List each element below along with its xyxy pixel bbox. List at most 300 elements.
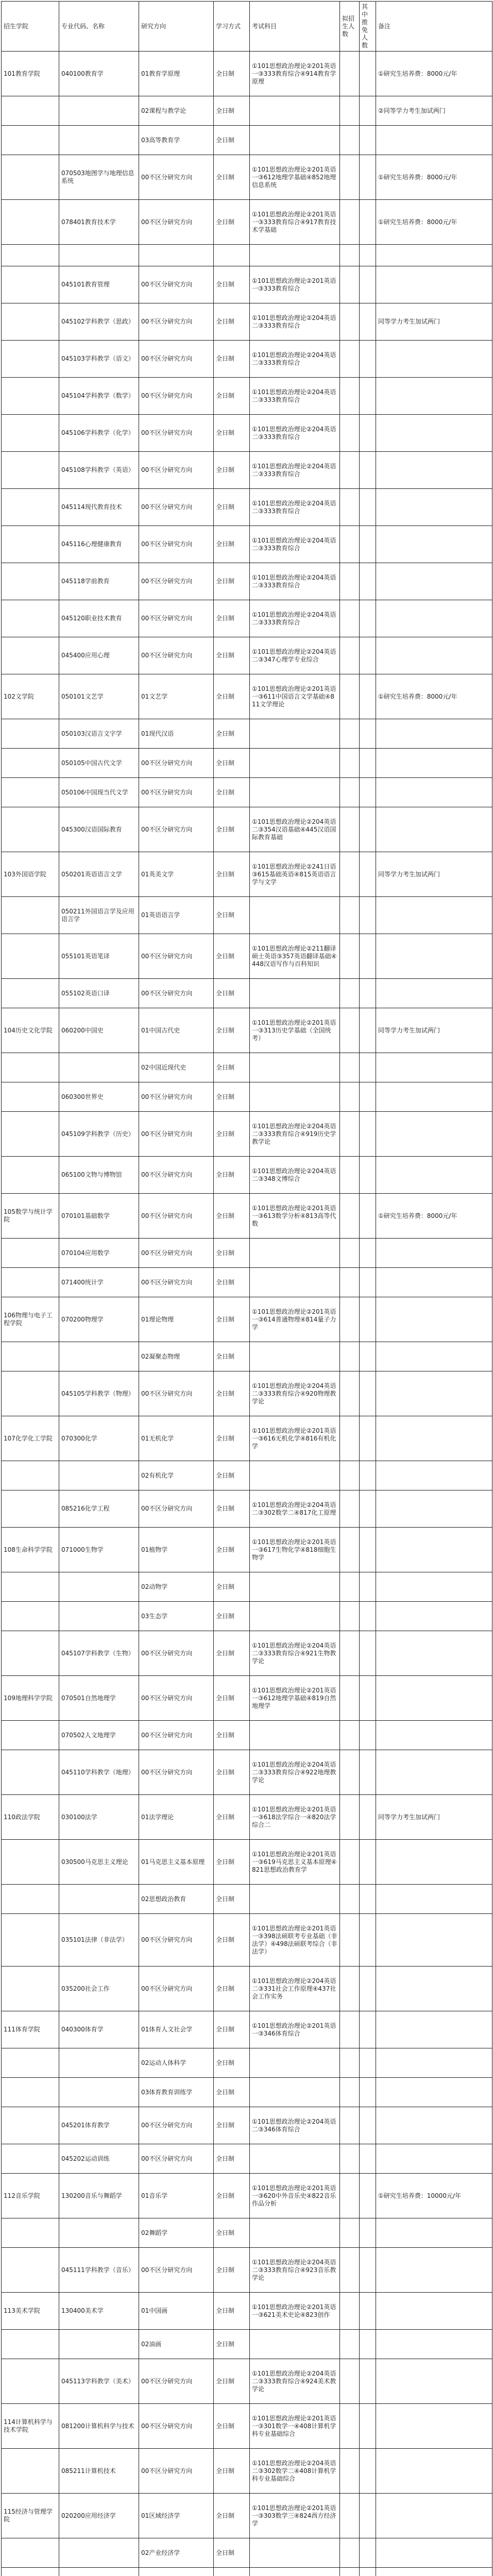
recommend-cell <box>360 979 376 1008</box>
recommend-cell <box>360 2248 376 2293</box>
recommend-cell <box>360 1676 376 1721</box>
major-cell: 045400应用心理 <box>59 637 139 674</box>
exam-cell: ①101思想政治理论②201英语一③613数学分析④813高等代数 <box>250 1194 340 1239</box>
major-cell: 060300世界史 <box>59 1082 139 1112</box>
plan-cell <box>340 2538 360 2568</box>
exam-cell: ①101思想政治理论②204英语二③346体育综合 <box>250 2107 340 2144</box>
exam-cell <box>250 1572 340 1602</box>
recommend-cell <box>360 749 376 778</box>
recommend-cell <box>360 96 376 126</box>
recommend-cell <box>360 303 376 341</box>
note-cell <box>376 1157 492 1194</box>
recommend-cell <box>360 1112 376 1157</box>
table-row <box>2 526 492 563</box>
college-cell <box>2 266 59 303</box>
mode-cell: 全日制 <box>214 1490 250 1528</box>
exam-cell: ①101思想政治理论②204英语二③333教育综合 <box>250 341 340 378</box>
header-major: 专业代码、名称 <box>59 2 139 52</box>
major-cell: 070300化学 <box>59 1416 139 1461</box>
exam-cell: ①101思想政治理论②204英语二③333教育综合 <box>250 489 340 526</box>
mode-cell: 全日制 <box>214 2494 250 2538</box>
major-cell: 085211计算机技术 <box>59 2449 139 2494</box>
exam-cell: ①101思想政治理论②241日语③615基础英语④815英语语言学与文学 <box>250 852 340 897</box>
note-cell: ①研究生培养费：8000元/年 <box>376 52 492 96</box>
major-cell: 045104学科教学（数学） <box>59 378 139 415</box>
table-row <box>2 1528 492 1572</box>
mode-cell: 全日制 <box>214 1840 250 1885</box>
college-cell: 105数学与统计学院 <box>2 1194 59 1239</box>
major-cell: 045111学科教学（音乐） <box>59 2248 139 2293</box>
exam-cell: ①101思想政治理论②204英语二③347心理学专业综合 <box>250 637 340 674</box>
mode-cell: 全日制 <box>214 266 250 303</box>
college-cell <box>2 341 59 378</box>
exam-cell: ①101思想政治理论②204英语二③333教育综合④919历史学教学论 <box>250 1112 340 1157</box>
table-row <box>2 2404 492 2449</box>
table-row <box>2 979 492 1008</box>
direction-cell: 01文艺学 <box>139 674 214 719</box>
major-cell: 050201英语语言文学 <box>59 852 139 897</box>
college-cell <box>2 1053 59 1082</box>
college-cell <box>2 807 59 852</box>
header-direction: 研究方向 <box>139 2 214 52</box>
direction-cell: 00不区分研究方向 <box>139 807 214 852</box>
header-recommend: 其中推免人数 <box>360 2 376 52</box>
table-row <box>2 1008 492 1053</box>
major-cell <box>59 2048 139 2078</box>
table-row <box>2 2494 492 2538</box>
mode-cell: 全日制 <box>214 526 250 563</box>
direction-cell: 00不区分研究方向 <box>139 637 214 674</box>
plan-cell <box>340 2011 360 2048</box>
plan-cell <box>340 563 360 600</box>
recommend-cell <box>360 1572 376 1602</box>
table-row <box>2 2248 492 2293</box>
major-cell: 045107学科教学（生物） <box>59 1631 139 1676</box>
college-cell <box>2 2330 59 2359</box>
exam-cell <box>250 1602 340 1631</box>
exam-cell <box>250 2330 340 2359</box>
recommend-cell <box>360 1967 376 2011</box>
mode-cell: 全日制 <box>214 341 250 378</box>
college-cell <box>2 303 59 341</box>
direction-cell: 01马克思主义基本原理 <box>139 1840 214 1885</box>
college-cell <box>2 1750 59 1795</box>
recommend-cell <box>360 1053 376 1082</box>
mode-cell: 全日制 <box>214 2293 250 2330</box>
note-cell <box>376 2107 492 2144</box>
major-cell: 050103汉语言文字学 <box>59 719 139 749</box>
exam-cell: ①101思想政治理论②204英语二③333教育综合 <box>250 452 340 489</box>
major-cell: 040300体育学 <box>59 2011 139 2048</box>
table-row <box>2 1721 492 1750</box>
note-cell <box>376 126 492 155</box>
exam-cell: ①101思想政治理论②201英语一③620中外音乐史④822音乐作品分析 <box>250 2174 340 2218</box>
note-cell <box>376 489 492 526</box>
exam-cell: ①101思想政治理论②201英语一③614普通物理④814量子力学 <box>250 1297 340 1342</box>
mode-cell: 全日制 <box>214 1795 250 1840</box>
exam-cell: ①101思想政治理论②204英语二③333教育综合 <box>250 563 340 600</box>
mode-cell: 全日制 <box>214 1528 250 1572</box>
college-cell: 103外国语学院 <box>2 852 59 897</box>
recommend-cell <box>360 1082 376 1112</box>
table-row <box>2 1157 492 1194</box>
exam-cell: ①101思想政治理论②201英语一③617生物化学④818细胞生物学 <box>250 1528 340 1572</box>
mode-cell: 全日制 <box>214 2144 250 2174</box>
major-cell <box>59 2568 139 2576</box>
direction-cell: 00不区分研究方向 <box>139 2359 214 2404</box>
plan-cell <box>340 200 360 245</box>
plan-cell <box>340 1157 360 1194</box>
plan-cell <box>340 1721 360 1750</box>
note-cell <box>376 2011 492 2048</box>
note-cell <box>376 1268 492 1297</box>
table-row <box>2 2538 492 2568</box>
college-cell <box>2 1342 59 1371</box>
plan-cell <box>340 2078 360 2107</box>
plan-cell <box>340 1885 360 1914</box>
plan-cell <box>340 1572 360 1602</box>
college-cell <box>2 489 59 526</box>
header-plan: 拟招生人数 <box>340 2 360 52</box>
note-cell: 同等学力考生加试两门 <box>376 852 492 897</box>
mode-cell: 全日制 <box>214 637 250 674</box>
exam-cell <box>250 245 340 266</box>
direction-cell: 03生态学 <box>139 1602 214 1631</box>
admission-table <box>1 1 492 2576</box>
exam-cell: ①101思想政治理论②204英语二③333教育综合④922地理教学论 <box>250 1750 340 1795</box>
recommend-cell <box>360 1342 376 1371</box>
table-row <box>2 2107 492 2144</box>
exam-cell: ①101思想政治理论②204英语二③333教育综合 <box>250 378 340 415</box>
plan-cell <box>340 807 360 852</box>
mode-cell: 全日制 <box>214 155 250 200</box>
recommend-cell <box>360 719 376 749</box>
header-college: 招生学院 <box>2 2 59 52</box>
recommend-cell <box>360 2293 376 2330</box>
college-cell <box>2 600 59 637</box>
mode-cell: 全日制 <box>214 807 250 852</box>
major-cell: 050101文艺学 <box>59 674 139 719</box>
mode-cell: 全日制 <box>214 1914 250 1967</box>
recommend-cell <box>360 2144 376 2174</box>
recommend-cell <box>360 155 376 200</box>
recommend-cell <box>360 897 376 934</box>
recommend-cell <box>360 778 376 807</box>
direction-cell: 00不区分研究方向 <box>139 563 214 600</box>
table-row <box>2 378 492 415</box>
table-row <box>2 1297 492 1342</box>
major-cell: 045110学科教学（地理） <box>59 1750 139 1795</box>
major-cell: 130200音乐与舞蹈学 <box>59 2174 139 2218</box>
mode-cell: 全日制 <box>214 719 250 749</box>
college-cell <box>2 126 59 155</box>
plan-cell <box>340 303 360 341</box>
note-cell <box>376 452 492 489</box>
note-cell <box>376 600 492 637</box>
direction-cell: 00不区分研究方向 <box>139 2248 214 2293</box>
recommend-cell <box>360 2078 376 2107</box>
plan-cell <box>340 1967 360 2011</box>
exam-cell: ①101思想政治理论②201英语一③612地理学基础④852地理信息系统 <box>250 155 340 200</box>
mode-cell: 全日制 <box>214 2218 250 2248</box>
table-row <box>2 749 492 778</box>
note-cell <box>376 2144 492 2174</box>
plan-cell <box>340 1194 360 1239</box>
recommend-cell <box>360 1528 376 1572</box>
exam-cell: ①101思想政治理论②201英语一③301数学一④408计算机学科专业基础综合 <box>250 2404 340 2449</box>
mode-cell: 全日制 <box>214 1297 250 1342</box>
mode-cell: 全日制 <box>214 979 250 1008</box>
major-cell: 045108学科教学（英语） <box>59 452 139 489</box>
note-cell <box>376 415 492 452</box>
direction-cell: 00不区分研究方向 <box>139 1194 214 1239</box>
college-cell: 101教育学院 <box>2 52 59 96</box>
major-cell: 030500马克思主义理论 <box>59 1840 139 1885</box>
exam-cell: ①101思想政治理论②201英语一③611中国语言文学基础④811文学理论 <box>250 674 340 719</box>
direction-cell: 00不区分研究方向 <box>139 2449 214 2494</box>
direction-cell: 00不区分研究方向 <box>139 1112 214 1157</box>
note-cell <box>376 1490 492 1528</box>
table-row <box>2 2330 492 2359</box>
note-cell <box>376 719 492 749</box>
table-row <box>2 2174 492 2218</box>
table-row <box>2 96 492 126</box>
major-cell: 070503地图学与地理信息系统 <box>59 155 139 200</box>
direction-cell: 00不区分研究方向 <box>139 1914 214 1967</box>
college-cell <box>2 2218 59 2248</box>
plan-cell <box>340 1602 360 1631</box>
direction-cell: 00不区分研究方向 <box>139 1239 214 1268</box>
major-cell: 045106学科教学（化学） <box>59 415 139 452</box>
college-cell <box>2 563 59 600</box>
direction-cell: 02课程与教学论 <box>139 96 214 126</box>
college-cell <box>2 1082 59 1112</box>
note-cell <box>376 2494 492 2538</box>
mode-cell <box>214 245 250 266</box>
note-cell <box>376 1840 492 1885</box>
exam-cell: ①101思想政治理论②211翻译硕士英语③357英语翻译基础④448汉语写作与百科知识 <box>250 934 340 979</box>
mode-cell: 全日制 <box>214 489 250 526</box>
exam-cell <box>250 2078 340 2107</box>
mode-cell: 全日制 <box>214 1008 250 1053</box>
plan-cell <box>340 979 360 1008</box>
note-cell <box>376 1572 492 1602</box>
direction-cell: 00不区分研究方向 <box>139 266 214 303</box>
header-exam: 考试科目 <box>250 2 340 52</box>
plan-cell <box>340 126 360 155</box>
header-note: 备注 <box>376 2 492 52</box>
note-cell <box>376 897 492 934</box>
recommend-cell <box>360 1885 376 1914</box>
table-row <box>2 2218 492 2248</box>
exam-cell: ①101思想政治理论②204英语二③333教育综合 <box>250 303 340 341</box>
table-row <box>2 52 492 96</box>
mode-cell: 全日制 <box>214 1676 250 1721</box>
note-cell <box>376 1967 492 2011</box>
exam-cell: ①101思想政治理论②204英语二③348文博综合 <box>250 1157 340 1194</box>
note-cell <box>376 1528 492 1572</box>
note-cell <box>376 1082 492 1112</box>
table-row <box>2 1416 492 1461</box>
plan-cell <box>340 1008 360 1053</box>
mode-cell: 全日制 <box>214 1371 250 1416</box>
major-cell: 035200社会工作 <box>59 1967 139 2011</box>
table-row <box>2 1194 492 1239</box>
recommend-cell <box>360 1631 376 1676</box>
note-cell <box>376 1297 492 1342</box>
note-cell <box>376 979 492 1008</box>
recommend-cell <box>360 126 376 155</box>
major-cell: 045202运动训练 <box>59 2144 139 2174</box>
college-cell <box>2 719 59 749</box>
mode-cell: 全日制 <box>214 674 250 719</box>
college-cell <box>2 1157 59 1194</box>
mode-cell: 全日制 <box>214 2449 250 2494</box>
table-row <box>2 1840 492 1885</box>
college-cell: 110政法学院 <box>2 1795 59 1840</box>
note-cell <box>376 378 492 415</box>
plan-cell <box>340 1268 360 1297</box>
exam-cell <box>250 2218 340 2248</box>
mode-cell: 全日制 <box>214 1112 250 1157</box>
plan-cell <box>340 852 360 897</box>
table-row <box>2 1795 492 1840</box>
major-cell: 045113学科教学（美术） <box>59 2359 139 2404</box>
college-cell <box>2 245 59 266</box>
mode-cell <box>214 2568 250 2576</box>
mode-cell: 全日制 <box>214 1053 250 1082</box>
exam-cell: ①101思想政治理论②201英语一③612地理学基础④819自然地理学 <box>250 1676 340 1721</box>
table-row <box>2 303 492 341</box>
recommend-cell <box>360 2011 376 2048</box>
college-cell <box>2 2449 59 2494</box>
exam-cell <box>250 2538 340 2568</box>
direction-cell: 00不区分研究方向 <box>139 155 214 200</box>
recommend-cell <box>360 2048 376 2078</box>
direction-cell: 00不区分研究方向 <box>139 489 214 526</box>
major-cell: 085216化学工程 <box>59 1490 139 1528</box>
direction-cell: 01中国古代史 <box>139 1008 214 1053</box>
exam-cell: ①101思想政治理论②204英语二③333教育综合④923音乐教学论 <box>250 2248 340 2293</box>
note-cell <box>376 1371 492 1416</box>
recommend-cell <box>360 1239 376 1268</box>
college-cell: 113美术学院 <box>2 2293 59 2330</box>
recommend-cell <box>360 807 376 852</box>
exam-cell <box>250 719 340 749</box>
college-cell <box>2 749 59 778</box>
college-cell <box>2 1721 59 1750</box>
mode-cell: 全日制 <box>214 1885 250 1914</box>
plan-cell <box>340 1750 360 1795</box>
major-cell: 050211外国语言学及应用语言学 <box>59 897 139 934</box>
note-cell <box>376 1461 492 1490</box>
table-row <box>2 674 492 719</box>
direction-cell: 01植物学 <box>139 1528 214 1572</box>
college-cell <box>2 1572 59 1602</box>
note-cell <box>376 778 492 807</box>
direction-cell: 01体育人文社会学 <box>139 2011 214 2048</box>
note-cell <box>376 637 492 674</box>
college-cell <box>2 1631 59 1676</box>
mode-cell: 全日制 <box>214 852 250 897</box>
recommend-cell <box>360 2218 376 2248</box>
plan-cell <box>340 2048 360 2078</box>
plan-cell <box>340 1631 360 1676</box>
note-cell <box>376 934 492 979</box>
plan-cell <box>340 674 360 719</box>
plan-cell <box>340 2359 360 2404</box>
college-cell <box>2 1112 59 1157</box>
major-cell <box>59 2218 139 2248</box>
note-cell <box>376 1676 492 1721</box>
table-row <box>2 600 492 637</box>
college-cell: 104历史文化学院 <box>2 1008 59 1053</box>
direction-cell: 01现代汉语 <box>139 719 214 749</box>
major-cell: 045201体育教学 <box>59 2107 139 2144</box>
plan-cell <box>340 778 360 807</box>
plan-cell <box>340 2404 360 2449</box>
recommend-cell <box>360 934 376 979</box>
direction-cell: 00不区分研究方向 <box>139 2144 214 2174</box>
note-cell <box>376 526 492 563</box>
college-cell <box>2 979 59 1008</box>
exam-cell <box>250 778 340 807</box>
recommend-cell <box>360 489 376 526</box>
direction-cell: 02凝聚态物理 <box>139 1342 214 1371</box>
college-cell <box>2 155 59 200</box>
note-cell <box>376 2330 492 2359</box>
plan-cell <box>340 2568 360 2576</box>
note-cell <box>376 1416 492 1461</box>
college-cell: 106物理与电子工程学院 <box>2 1297 59 1342</box>
college-cell <box>2 2248 59 2293</box>
plan-cell <box>340 934 360 979</box>
major-cell <box>59 1342 139 1371</box>
major-cell: 055102英语口译 <box>59 979 139 1008</box>
mode-cell: 全日制 <box>214 200 250 245</box>
table-row <box>2 341 492 378</box>
direction-cell: 00不区分研究方向 <box>139 1750 214 1795</box>
note-cell: ①研究生培养费：8000元/年 <box>376 674 492 719</box>
table-row <box>2 1572 492 1602</box>
table-body <box>2 52 492 2576</box>
major-cell: 071000生物学 <box>59 1528 139 1572</box>
direction-cell: 01音乐学 <box>139 2174 214 2218</box>
table-row <box>2 1461 492 1490</box>
exam-cell <box>250 1053 340 1082</box>
recommend-cell <box>360 2330 376 2359</box>
college-cell <box>2 637 59 674</box>
major-cell: 050105中国古代文学 <box>59 749 139 778</box>
recommend-cell <box>360 1602 376 1631</box>
exam-cell: ①101思想政治理论②201英语一③346体育综合 <box>250 2011 340 2048</box>
note-cell <box>376 2293 492 2330</box>
recommend-cell <box>360 600 376 637</box>
direction-cell: 00不区分研究方向 <box>139 1721 214 1750</box>
college-cell <box>2 1239 59 1268</box>
plan-cell <box>340 1795 360 1840</box>
plan-cell <box>340 2218 360 2248</box>
table-row <box>2 1914 492 1967</box>
table-row <box>2 1750 492 1795</box>
major-cell: 045101教育管理 <box>59 266 139 303</box>
note-cell <box>376 2359 492 2404</box>
plan-cell <box>340 52 360 96</box>
mode-cell: 全日制 <box>214 897 250 934</box>
plan-cell <box>340 1490 360 1528</box>
mode-cell: 全日制 <box>214 1416 250 1461</box>
mode-cell: 全日制 <box>214 1461 250 1490</box>
